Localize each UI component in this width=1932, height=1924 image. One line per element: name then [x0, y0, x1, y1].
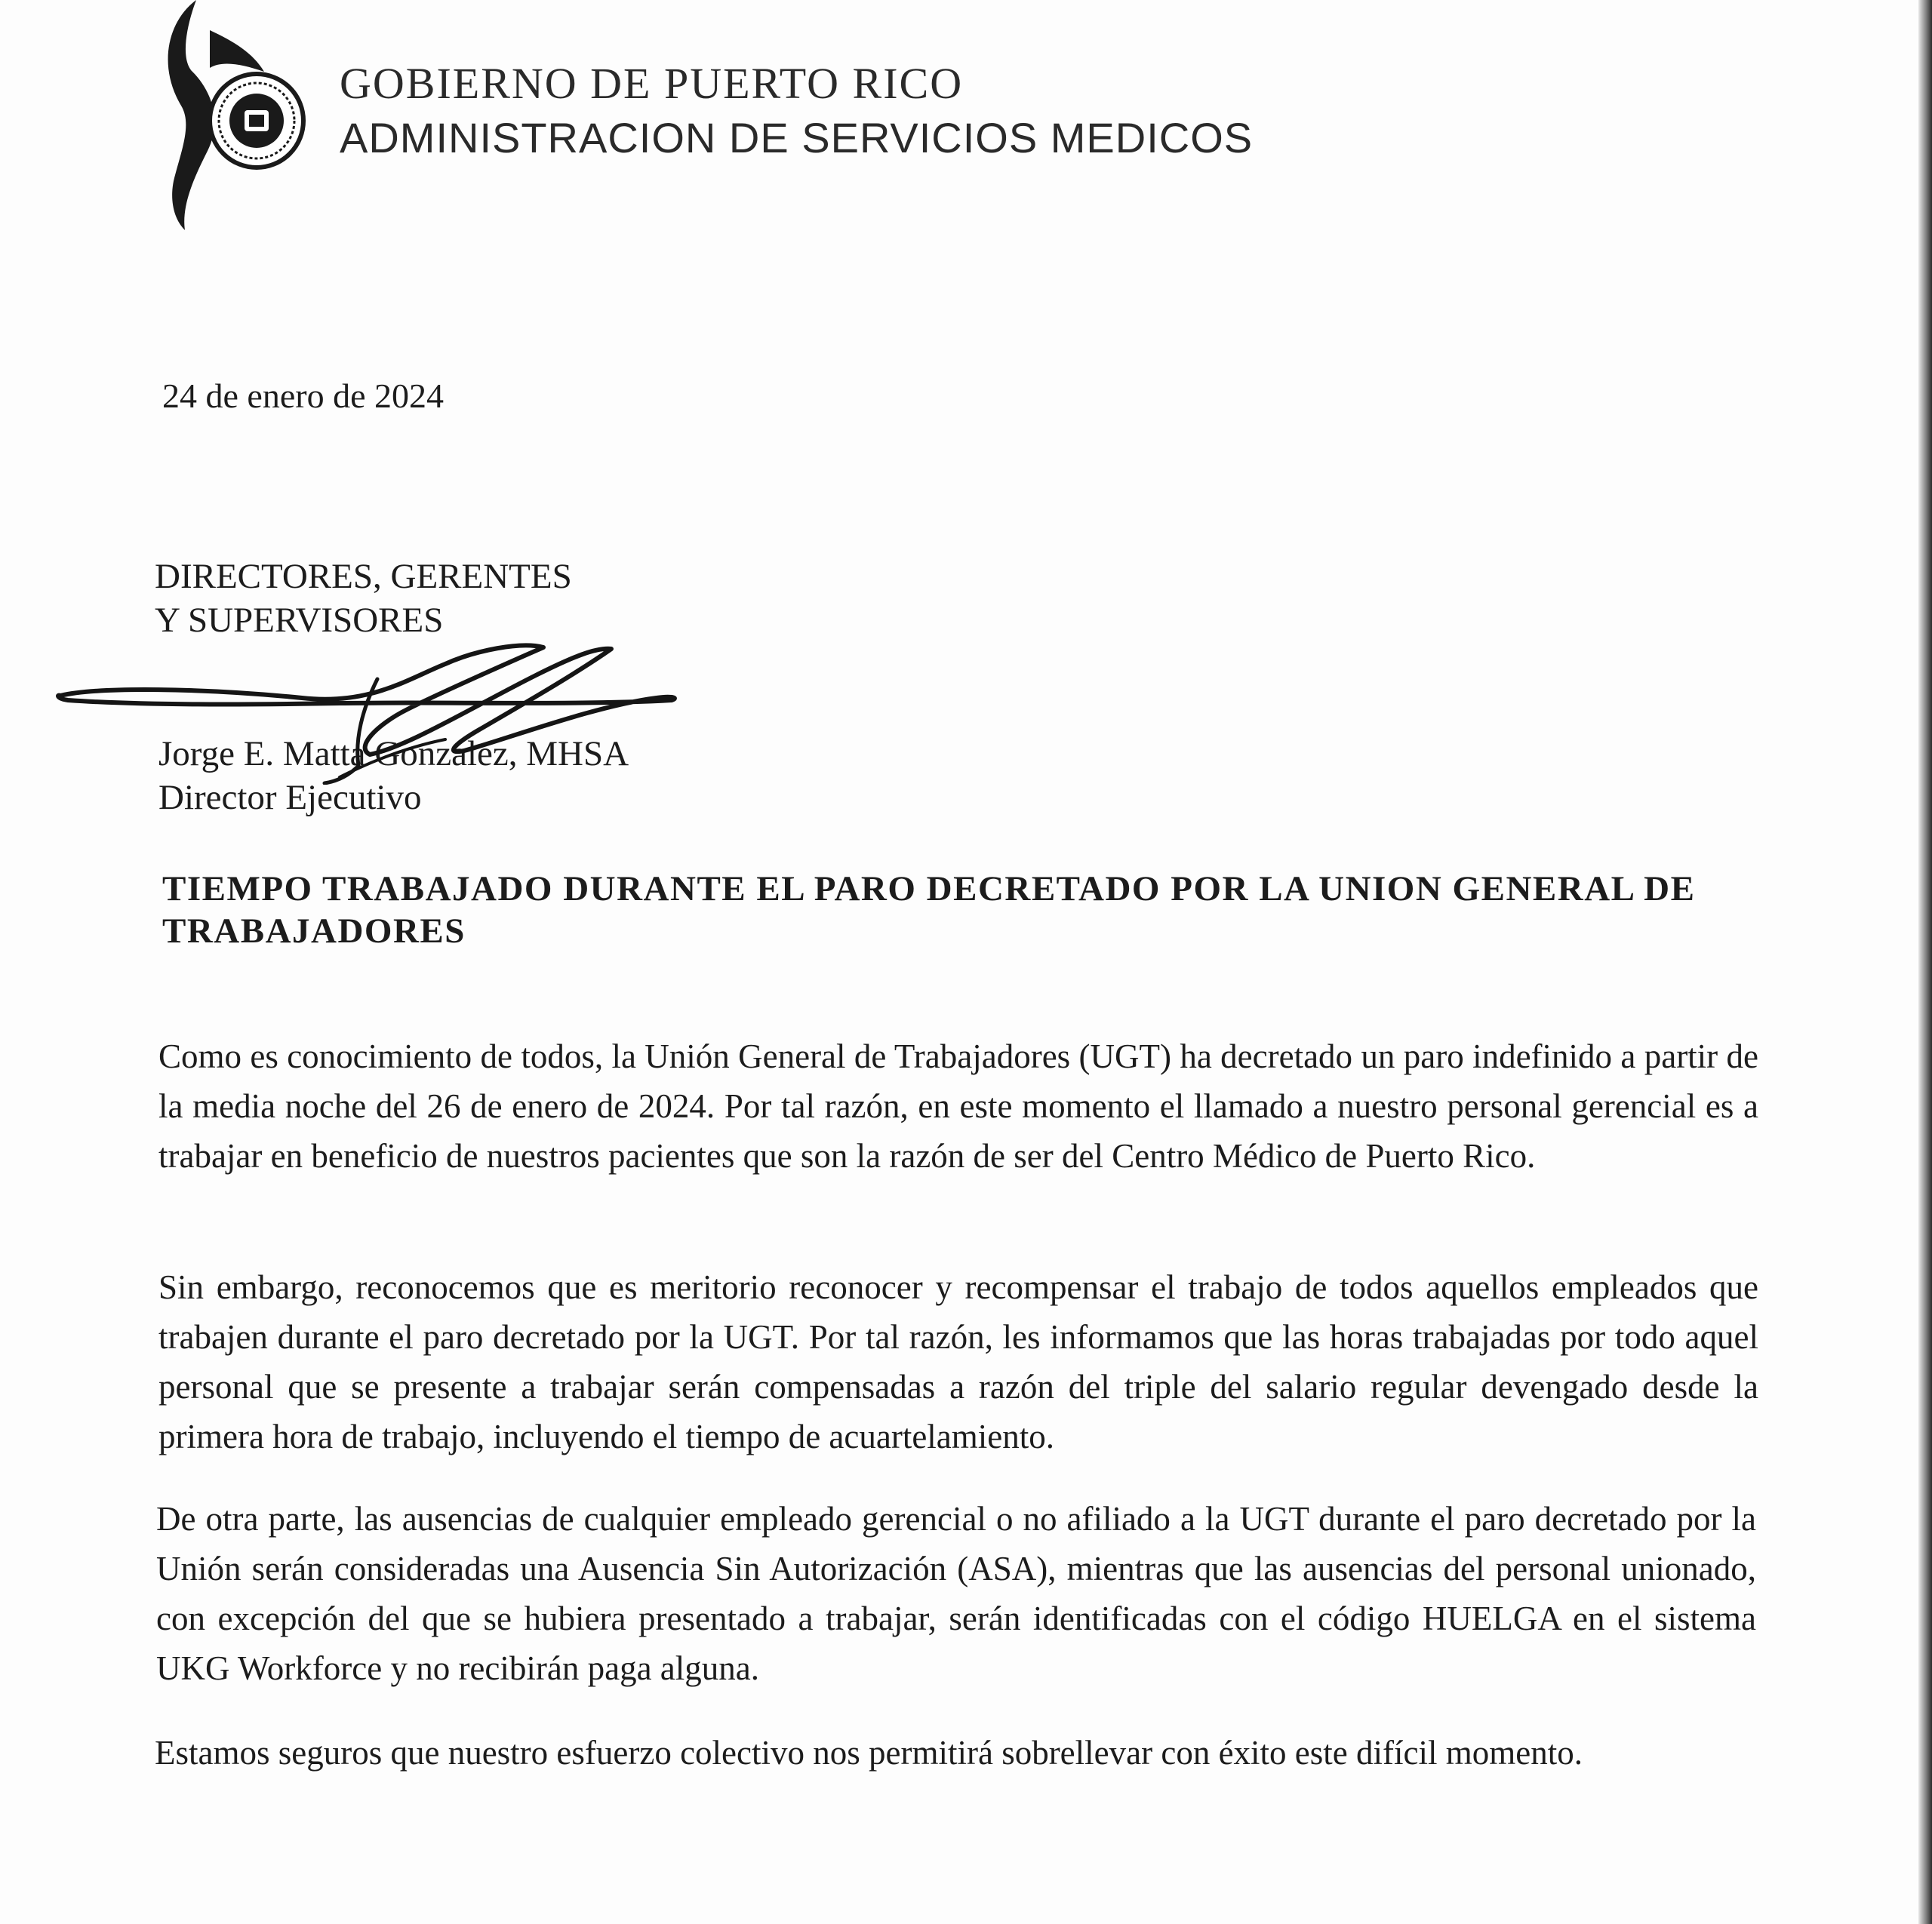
letterhead-agency: ADMINISTRACION DE SERVICIOS MEDICOS: [340, 114, 1254, 161]
sender-title: Director Ejecutivo: [158, 778, 422, 817]
recipient-block: [155, 555, 572, 642]
letter-date: 24 de enero de 2024: [162, 377, 444, 415]
body-paragraph-1: Como es conocimiento de todos, la Unión General de Trabajadores (UGT) ha decretado un paro indefinido a partir de la media noche del 26 de enero de 2024. Por tal razón, en este momento el llamado a nuestro personal gerencial es a trabajar en beneficio de nuestros pacientes que son la razón de ser del Centro Médico de Puerto Rico.: [158, 1037, 1758, 1175]
recipient-line-2: Y SUPERVISORES: [155, 601, 444, 640]
letter-subject: TIEMPO TRABAJADO DURANTE EL PARO DECRETADO POR LA UNION GENERAL DE TRABAJADORES: [162, 869, 1696, 951]
body-paragraph-4: Estamos seguros que nuestro esfuerzo colectivo nos permitirá sobrellevar con éxito este difícil momento.: [155, 1734, 1583, 1772]
sender-name: Jorge E. Matta González, MHSA: [158, 734, 629, 773]
recipient-line-1: DIRECTORES, GERENTES: [155, 557, 572, 596]
handwritten-signature-icon: [53, 634, 679, 785]
government-seal-logo-icon: [151, 0, 309, 234]
body-paragraph-3: De otra parte, las ausencias de cualquier empleado gerencial o no afiliado a la UGT durante el paro decretado por la Unión serán consideradas una Ausencia Sin Autorización (ASA), mientras que las ausencias del personal unionado, con excepción del que se hubiera presentado a trabajar, serán identificadas con el código HUELGA en el sistema UKG Workforce y no recibirán paga alguna.: [156, 1500, 1756, 1687]
letterhead-government: GOBIERNO DE PUERTO RICO: [340, 59, 964, 108]
body-paragraph-2: Sin embargo, reconocemos que es meritorio reconocer y recompensar el trabajo de todos aquellos empleados que trabajen durante el paro decretado por la UGT. Por tal razón, les informamos que las horas trabajadas por todo aquel personal que se presente a trabajar serán compensadas a razón del triple del salario regular devengado desde la primera hora de trabajo, incluyendo el tiempo de acuartelamiento.: [158, 1268, 1758, 1455]
page-edge-shadow: [1918, 0, 1932, 1924]
letterhead: [340, 57, 1253, 165]
